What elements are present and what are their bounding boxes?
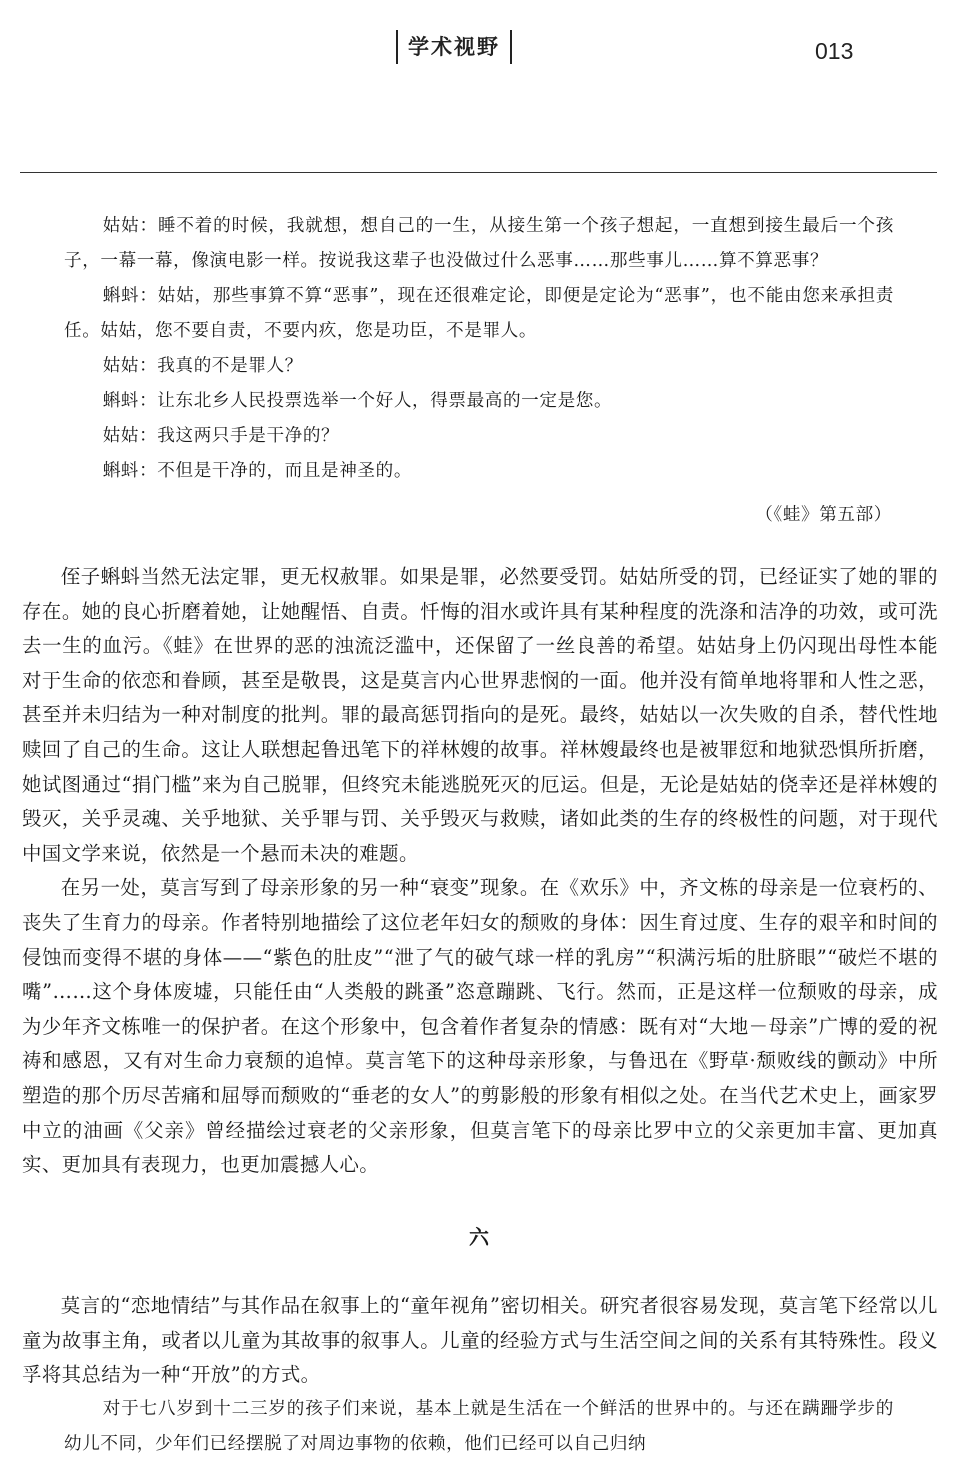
section-heading: 六	[469, 1225, 489, 1249]
quote-line: 姑姑：睡不着的时候，我就想，想自己的一生，从接生第一个孩子想起，一直想到接生最后一个孩子，一幕一幕，像演电影一样。按说我这辈子也没做过什么恶事……那些事儿……算不算恶事？	[64, 216, 894, 271]
closing-quote-block	[64, 1392, 894, 1462]
quote-line: 对于七八岁到十二三岁的孩子们来说，基本上就是生活在一个鲜活的世界中的。与还在蹒跚学步的幼儿不同，少年们已经摆脱了对周边事物的依赖，他们已经可以自己归纳	[64, 1399, 894, 1454]
quote-source: （《蛙》第五部）	[755, 505, 892, 525]
quote-line: 蝌蚪：让东北乡人民投票选举一个好人，得票最高的一定是您。	[102, 391, 613, 411]
dialogue-quote-block	[64, 209, 894, 533]
quote-line: 姑姑：我真的不是罪人？	[102, 356, 303, 376]
body-paragraph: 莫言的“恋地情结”与其作品在叙事上的“童年视角”密切相关。研究者很容易发现，莫言笔下经常以儿童为故事主角，或者以儿童为其故事的叙事人。儿童的经验方式与生活空间之间的关系有其特殊性。段义孚将其总结为一种“开放”的方式。	[22, 1294, 938, 1387]
body-paragraph: 在另一处，莫言写到了母亲形象的另一种“衰变”现象。在《欢乐》中，齐文栋的母亲是一位衰朽的、丧失了生育力的母亲。作者特别地描绘了这位老年妇女的颓败的身体：因生育过度、生存的艰辛和时间的侵蚀而变得不堪的身体——“紫色的肚皮”“泄了气的破气球一样的乳房”“积满污垢的肚脐眼”“破烂不堪的嘴”……这个身体废墟，只能任由“人类般的跳蚤”恣意蹦跳、飞行。然而，正是这样一位颓败的母亲，成为少年齐文栋唯一的保护者。在这个形象中，包含着作者复杂的情感：既有对“大地－母亲”广博的爱的祝祷和感恩，又有对生命力衰颓的追悼。莫言笔下的这种母亲形象，与鲁迅在《野草·颓败线的颤动》中所塑造的那个历尽苦痛和屈辱而颓败的“垂老的女人”的剪影般的形象有相似之处。在当代艺术史上，画家罗中立的油画《父亲》曾经描绘过衰老的父亲形象，但莫言笔下的母亲比罗中立的父亲更加丰富、更加真实、更加具有表现力，也更加震撼人心。	[22, 876, 938, 1177]
body-paragraph: 侄子蝌蚪当然无法定罪，更无权赦罪。如果是罪，必然要受罚。姑姑所受的罚，已经证实了她的罪的存在。她的良心折磨着她，让她醒悟、自责。忏悔的泪水或许具有某种程度的洗涤和洁净的功效，或可洗去一生的血污。《蛙》在世界的恶的浊流泛滥中，还保留了一丝良善的希望。姑姑身上仍闪现出母性本能对于生命的依恋和眷顾，甚至是敬畏，这是莫言内心世界悲悯的一面。他并没有简单地将罪和人性之恶，甚至并未归结为一种对制度的批判。罪的最高惩罚指向的是死。最终，姑姑以一次失败的自杀，替代性地赎回了自己的生命。这让人联想起鲁迅笔下的祥林嫂的故事。祥林嫂最终也是被罪愆和地狱恐惧所折磨，她试图通过“捐门槛”来为自己脱罪，但终究未能逃脱死灭的厄运。但是，无论是姑姑的侥幸还是祥林嫂的毁灭，关乎灵魂、关乎地狱、关乎罪与罚、关乎毁灭与救赎，诸如此类的生存的终极性的问题，对于现代中国文学来说，依然是一个悬而未决的难题。	[22, 565, 938, 865]
quote-line: 蝌蚪：姑姑，那些事算不算“恶事”，现在还很难定论，即便是定论为“恶事”，也不能由您来承担责任。姑姑，您不要自责，不要内疚，您是功臣，不是罪人。	[64, 286, 894, 341]
quote-line: 蝌蚪：不但是干净的，而且是神圣的。	[102, 461, 413, 481]
section-title: 学术视野	[396, 30, 512, 64]
section-body	[22, 1289, 938, 1393]
page-number: 013	[815, 38, 854, 64]
header-divider	[20, 172, 937, 173]
quote-line: 姑姑：我这两只手是干净的？	[102, 426, 340, 446]
body-text	[22, 560, 938, 1183]
